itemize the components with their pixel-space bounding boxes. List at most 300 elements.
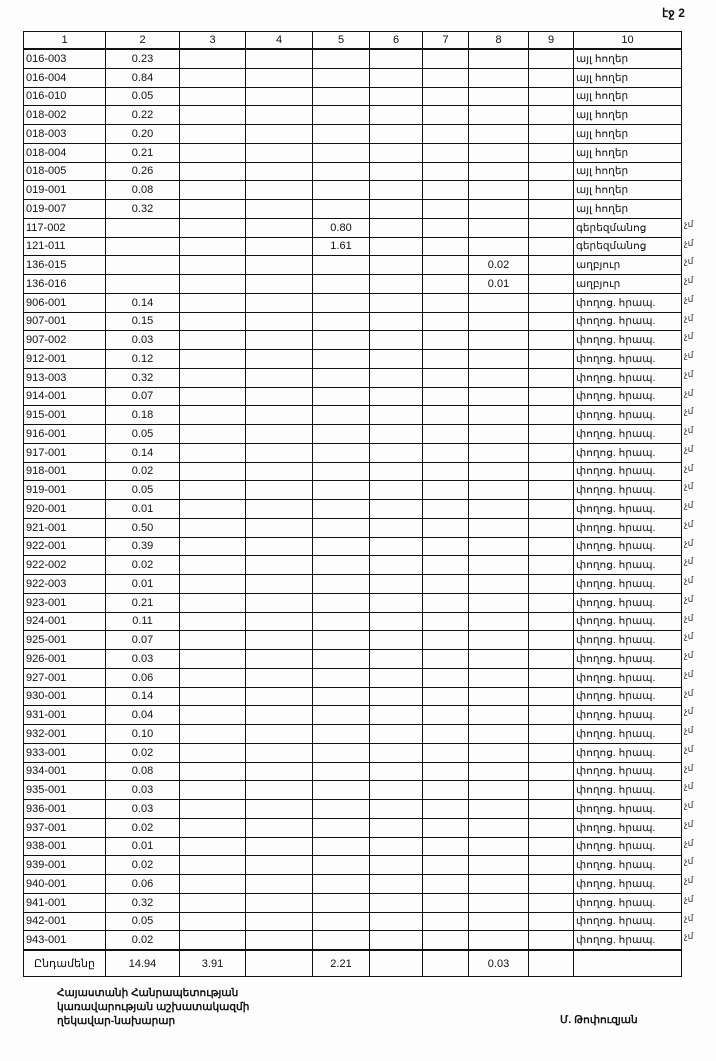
table-row (24, 368, 682, 387)
area-cell-col5 (313, 87, 370, 106)
area-cell-col4 (246, 593, 313, 612)
plot-code-cell: 121-011 (24, 237, 106, 256)
total-cell-col7 (423, 950, 469, 977)
land-type-cell: փողոց. հրապ. (574, 350, 682, 369)
area-cell-col5 (313, 406, 370, 425)
land-type-cell: փողոց. հրապ. (574, 556, 682, 575)
land-type-cell: փողոց. հրապ. (574, 425, 682, 444)
land-type-cell: փողոց. հրապ. (574, 443, 682, 462)
area-cell-col3 (180, 350, 246, 369)
area-cell-col4 (246, 687, 313, 706)
margin-mark: չմ (684, 875, 694, 885)
area-cell-col5 (313, 743, 370, 762)
area-cell-col3 (180, 725, 246, 744)
area-cell-col2: 0.05 (106, 912, 180, 931)
area-cell-col9 (529, 49, 574, 68)
area-cell-col6 (370, 800, 423, 819)
area-cell-col2: 0.02 (106, 556, 180, 575)
table-row (24, 237, 682, 256)
area-cell-col7 (423, 537, 469, 556)
area-cell-col5 (313, 462, 370, 481)
plot-code-cell: 018-004 (24, 143, 106, 162)
area-cell-col9 (529, 275, 574, 294)
plot-code-cell: 117-002 (24, 218, 106, 237)
area-cell-col7 (423, 856, 469, 875)
area-cell-col4 (246, 875, 313, 894)
area-cell-col5 (313, 837, 370, 856)
area-cell-col7 (423, 256, 469, 275)
plot-code-cell: 917-001 (24, 443, 106, 462)
area-cell-col6 (370, 837, 423, 856)
margin-mark: չմ (684, 462, 694, 473)
area-cell-col7 (423, 781, 469, 800)
table-row (24, 406, 682, 425)
area-cell-col3 (180, 875, 246, 894)
area-cell-col9 (529, 575, 574, 594)
footer-line: կառավարության աշխատակազմի (57, 1001, 250, 1013)
column-header-1: 1 (24, 32, 106, 50)
area-cell-col3 (180, 650, 246, 669)
area-cell-col6 (370, 387, 423, 406)
area-cell-col7 (423, 575, 469, 594)
area-cell-col2: 0.32 (106, 368, 180, 387)
area-cell-col8 (469, 593, 529, 612)
area-cell-col6 (370, 781, 423, 800)
area-cell-col7 (423, 837, 469, 856)
area-cell-col3 (180, 68, 246, 87)
area-cell-col5 (313, 856, 370, 875)
area-cell-col7 (423, 275, 469, 294)
area-cell-col9 (529, 237, 574, 256)
margin-mark: չմ (684, 818, 694, 829)
area-cell-col8 (469, 350, 529, 369)
plot-code-cell: 016-010 (24, 87, 106, 106)
area-cell-col7 (423, 931, 469, 950)
area-cell-col6 (370, 912, 423, 931)
area-cell-col2: 0.01 (106, 500, 180, 519)
total-cell-col10 (574, 950, 682, 977)
plot-code-cell: 931-001 (24, 706, 106, 725)
area-cell-col2: 0.08 (106, 762, 180, 781)
area-cell-col5 (313, 800, 370, 819)
margin-mark: չմ (684, 631, 694, 642)
area-cell-col4 (246, 837, 313, 856)
area-cell-col5 (313, 575, 370, 594)
plot-code-cell: 907-002 (24, 331, 106, 350)
margin-mark: չմ (684, 725, 694, 735)
area-cell-col8 (469, 931, 529, 950)
margin-mark: չմ (684, 856, 694, 867)
area-cell-col4 (246, 331, 313, 350)
area-cell-col4 (246, 293, 313, 312)
area-cell-col4 (246, 518, 313, 537)
table-row (24, 162, 682, 181)
table-row (24, 293, 682, 312)
area-cell-col2: 0.03 (106, 331, 180, 350)
area-cell-col5: 1.61 (313, 237, 370, 256)
table-row (24, 275, 682, 294)
area-cell-col9 (529, 537, 574, 556)
area-cell-col8 (469, 912, 529, 931)
area-cell-col9 (529, 256, 574, 275)
area-cell-col5 (313, 612, 370, 631)
area-cell-col2: 0.15 (106, 312, 180, 331)
total-label: Ընդամենը (24, 950, 106, 977)
table-row (24, 781, 682, 800)
margin-mark: չմ (684, 706, 694, 717)
area-cell-col2: 0.02 (106, 931, 180, 950)
area-cell-col7 (423, 500, 469, 519)
land-type-cell: փողոց. հրապ. (574, 593, 682, 612)
plot-code-cell: 932-001 (24, 725, 106, 744)
plot-code-cell: 912-001 (24, 350, 106, 369)
area-cell-col4 (246, 49, 313, 68)
plot-code-cell: 937-001 (24, 818, 106, 837)
area-cell-col4 (246, 856, 313, 875)
area-cell-col7 (423, 293, 469, 312)
total-cell-col4 (246, 950, 313, 977)
area-cell-col7 (423, 668, 469, 687)
area-cell-col4 (246, 931, 313, 950)
table-row (24, 49, 682, 68)
area-cell-col2: 0.03 (106, 800, 180, 819)
area-cell-col2 (106, 237, 180, 256)
total-cell-col5: 2.21 (313, 950, 370, 977)
area-cell-col2: 0.14 (106, 293, 180, 312)
margin-mark: չմ (684, 800, 694, 810)
area-cell-col9 (529, 800, 574, 819)
table-row (24, 218, 682, 237)
area-cell-col7 (423, 125, 469, 144)
plot-code-cell: 926-001 (24, 650, 106, 669)
table-row (24, 912, 682, 931)
area-cell-col2: 0.04 (106, 706, 180, 725)
area-cell-col5 (313, 68, 370, 87)
area-cell-col5 (313, 368, 370, 387)
footer-title (57, 986, 249, 1028)
area-cell-col6 (370, 162, 423, 181)
area-cell-col8 (469, 743, 529, 762)
area-cell-col8 (469, 556, 529, 575)
area-cell-col3 (180, 762, 246, 781)
table-row (24, 331, 682, 350)
area-cell-col5 (313, 687, 370, 706)
footer-line: Հայաստանի Հանրապետության (57, 987, 239, 999)
area-cell-col3 (180, 293, 246, 312)
land-type-cell: փողոց. հրապ. (574, 387, 682, 406)
table-row (24, 106, 682, 125)
area-cell-col8 (469, 106, 529, 125)
area-cell-col8 (469, 143, 529, 162)
area-cell-col2: 0.21 (106, 593, 180, 612)
area-cell-col4 (246, 350, 313, 369)
page-number: էջ 2 (662, 6, 685, 20)
area-cell-col8 (469, 725, 529, 744)
margin-mark: չմ (684, 218, 694, 229)
area-cell-col5 (313, 162, 370, 181)
area-cell-col7 (423, 162, 469, 181)
land-type-cell: փողոց. հրապ. (574, 575, 682, 594)
area-cell-col6 (370, 256, 423, 275)
table-row (24, 743, 682, 762)
area-cell-col6 (370, 856, 423, 875)
land-type-cell: փողոց. հրապ. (574, 781, 682, 800)
area-cell-col3 (180, 743, 246, 762)
area-cell-col8 (469, 875, 529, 894)
area-cell-col3 (180, 687, 246, 706)
area-cell-col9 (529, 556, 574, 575)
area-cell-col5 (313, 425, 370, 444)
area-cell-col7 (423, 312, 469, 331)
land-type-cell: փողոց. հրապ. (574, 631, 682, 650)
area-cell-col6 (370, 462, 423, 481)
margin-mark: չմ (684, 350, 694, 360)
area-cell-col4 (246, 275, 313, 294)
plot-code-cell: 919-001 (24, 481, 106, 500)
area-cell-col2: 0.14 (106, 687, 180, 706)
area-cell-col8 (469, 331, 529, 350)
total-row (24, 950, 682, 977)
land-plots-table (23, 31, 682, 977)
area-cell-col5 (313, 200, 370, 219)
area-cell-col6 (370, 743, 423, 762)
total-cell-col8: 0.03 (469, 950, 529, 977)
area-cell-col2: 0.05 (106, 481, 180, 500)
area-cell-col5 (313, 331, 370, 350)
area-cell-col7 (423, 481, 469, 500)
land-type-cell: գերեզմանոց (574, 237, 682, 256)
margin-mark: չմ (684, 837, 694, 848)
margin-mark: չմ (684, 500, 694, 510)
area-cell-col7 (423, 762, 469, 781)
area-cell-col9 (529, 650, 574, 669)
margin-mark: չմ (684, 256, 694, 267)
plot-code-cell: 921-001 (24, 518, 106, 537)
land-type-cell: աղբյուր (574, 275, 682, 294)
column-header-7: 7 (423, 32, 469, 50)
area-cell-col8 (469, 650, 529, 669)
land-type-cell: այլ հողեր (574, 143, 682, 162)
land-type-cell: այլ հողեր (574, 181, 682, 200)
land-type-cell: փողոց. հրապ. (574, 800, 682, 819)
area-cell-col6 (370, 650, 423, 669)
table-row (24, 200, 682, 219)
area-cell-col9 (529, 387, 574, 406)
table-row (24, 837, 682, 856)
area-cell-col5 (313, 725, 370, 744)
area-cell-col3 (180, 368, 246, 387)
area-cell-col2: 0.14 (106, 443, 180, 462)
area-cell-col4 (246, 556, 313, 575)
area-cell-col7 (423, 106, 469, 125)
margin-mark: չմ (684, 312, 694, 323)
area-cell-col2: 0.02 (106, 743, 180, 762)
area-cell-col3 (180, 818, 246, 837)
area-cell-col5 (313, 443, 370, 462)
margin-mark: չմ (684, 237, 694, 248)
area-cell-col2: 0.20 (106, 125, 180, 144)
land-type-cell: աղբյուր (574, 256, 682, 275)
margin-mark: չմ (684, 781, 694, 792)
table-row (24, 706, 682, 725)
margin-mark: չմ (684, 575, 694, 585)
plot-code-cell: 942-001 (24, 912, 106, 931)
margin-mark: չմ (684, 275, 694, 285)
land-type-cell: փողոց. հրապ. (574, 406, 682, 425)
table-row (24, 387, 682, 406)
area-cell-col5 (313, 256, 370, 275)
area-cell-col2: 0.11 (106, 612, 180, 631)
area-cell-col3 (180, 800, 246, 819)
area-cell-col4 (246, 425, 313, 444)
area-cell-col6 (370, 237, 423, 256)
area-cell-col4 (246, 537, 313, 556)
area-cell-col2: 0.07 (106, 631, 180, 650)
area-cell-col7 (423, 143, 469, 162)
table-row (24, 687, 682, 706)
area-cell-col3 (180, 781, 246, 800)
area-cell-col6 (370, 331, 423, 350)
table-row (24, 537, 682, 556)
area-cell-col8 (469, 762, 529, 781)
area-cell-col8 (469, 575, 529, 594)
area-cell-col8 (469, 781, 529, 800)
table-row (24, 518, 682, 537)
area-cell-col4 (246, 200, 313, 219)
table-row (24, 143, 682, 162)
area-cell-col4 (246, 631, 313, 650)
area-cell-col8 (469, 125, 529, 144)
area-cell-col6 (370, 893, 423, 912)
land-type-cell: փողոց. հրապ. (574, 837, 682, 856)
area-cell-col4 (246, 743, 313, 762)
table-row (24, 500, 682, 519)
land-type-cell: փողոց. հրապ. (574, 500, 682, 519)
plot-code-cell: 936-001 (24, 800, 106, 819)
area-cell-col3 (180, 481, 246, 500)
area-cell-col3 (180, 143, 246, 162)
plot-code-cell: 016-004 (24, 68, 106, 87)
area-cell-col5 (313, 593, 370, 612)
total-cell-col3: 3.91 (180, 950, 246, 977)
area-cell-col5 (313, 49, 370, 68)
area-cell-col6 (370, 368, 423, 387)
area-cell-col2: 0.21 (106, 143, 180, 162)
table-row (24, 931, 682, 950)
plot-code-cell: 922-001 (24, 537, 106, 556)
area-cell-col5 (313, 893, 370, 912)
area-cell-col2 (106, 275, 180, 294)
area-cell-col3 (180, 593, 246, 612)
area-cell-col9 (529, 593, 574, 612)
land-type-cell: այլ հողեր (574, 200, 682, 219)
land-type-cell: փողոց. հրապ. (574, 875, 682, 894)
area-cell-col4 (246, 575, 313, 594)
area-cell-col9 (529, 893, 574, 912)
area-cell-col4 (246, 237, 313, 256)
area-cell-col5 (313, 125, 370, 144)
margin-mark: չմ (684, 593, 694, 604)
area-cell-col4 (246, 762, 313, 781)
area-cell-col2: 0.32 (106, 200, 180, 219)
plot-code-cell: 939-001 (24, 856, 106, 875)
area-cell-col4 (246, 368, 313, 387)
area-cell-col9 (529, 781, 574, 800)
area-cell-col6 (370, 87, 423, 106)
margin-mark: չմ (684, 425, 694, 435)
area-cell-col7 (423, 387, 469, 406)
margin-mark: չմ (684, 687, 694, 698)
total-cell-col2: 14.94 (106, 950, 180, 977)
area-cell-col4 (246, 218, 313, 237)
plot-code-cell: 916-001 (24, 425, 106, 444)
land-type-cell: այլ հողեր (574, 125, 682, 144)
area-cell-col3 (180, 518, 246, 537)
area-cell-col5 (313, 275, 370, 294)
column-header-9: 9 (529, 32, 574, 50)
area-cell-col8 (469, 218, 529, 237)
area-cell-col6 (370, 575, 423, 594)
area-cell-col6 (370, 687, 423, 706)
area-cell-col9 (529, 837, 574, 856)
area-cell-col8 (469, 462, 529, 481)
land-type-cell: այլ հողեր (574, 162, 682, 181)
margin-mark: չմ (684, 556, 694, 567)
area-cell-col4 (246, 800, 313, 819)
area-cell-col8 (469, 406, 529, 425)
area-cell-col4 (246, 443, 313, 462)
area-cell-col8 (469, 800, 529, 819)
table-row (24, 875, 682, 894)
plot-code-cell: 933-001 (24, 743, 106, 762)
area-cell-col5 (313, 518, 370, 537)
area-cell-col5 (313, 181, 370, 200)
land-type-cell: փողոց. հրապ. (574, 481, 682, 500)
area-cell-col9 (529, 125, 574, 144)
plot-code-cell: 914-001 (24, 387, 106, 406)
area-cell-col2: 0.08 (106, 181, 180, 200)
area-cell-col2: 0.05 (106, 425, 180, 444)
land-type-cell: այլ հողեր (574, 68, 682, 87)
area-cell-col5: 0.80 (313, 218, 370, 237)
plot-code-cell: 913-003 (24, 368, 106, 387)
land-type-cell: փողոց. հրապ. (574, 518, 682, 537)
land-type-cell: փողոց. հրապ. (574, 668, 682, 687)
area-cell-col4 (246, 143, 313, 162)
margin-mark: չմ (684, 743, 694, 754)
plot-code-cell: 018-005 (24, 162, 106, 181)
area-cell-col8 (469, 856, 529, 875)
area-cell-col3 (180, 612, 246, 631)
area-cell-col6 (370, 631, 423, 650)
land-type-cell: փողոց. հրապ. (574, 687, 682, 706)
area-cell-col6 (370, 125, 423, 144)
area-cell-col4 (246, 893, 313, 912)
table-row (24, 181, 682, 200)
table-row (24, 481, 682, 500)
area-cell-col9 (529, 762, 574, 781)
land-type-cell: փողոց. հրապ. (574, 743, 682, 762)
total-cell-col9 (529, 950, 574, 977)
area-cell-col6 (370, 443, 423, 462)
area-cell-col5 (313, 875, 370, 894)
area-cell-col3 (180, 218, 246, 237)
column-header-4: 4 (246, 32, 313, 50)
area-cell-col9 (529, 106, 574, 125)
area-cell-col8: 0.02 (469, 256, 529, 275)
area-cell-col8 (469, 368, 529, 387)
area-cell-col6 (370, 406, 423, 425)
